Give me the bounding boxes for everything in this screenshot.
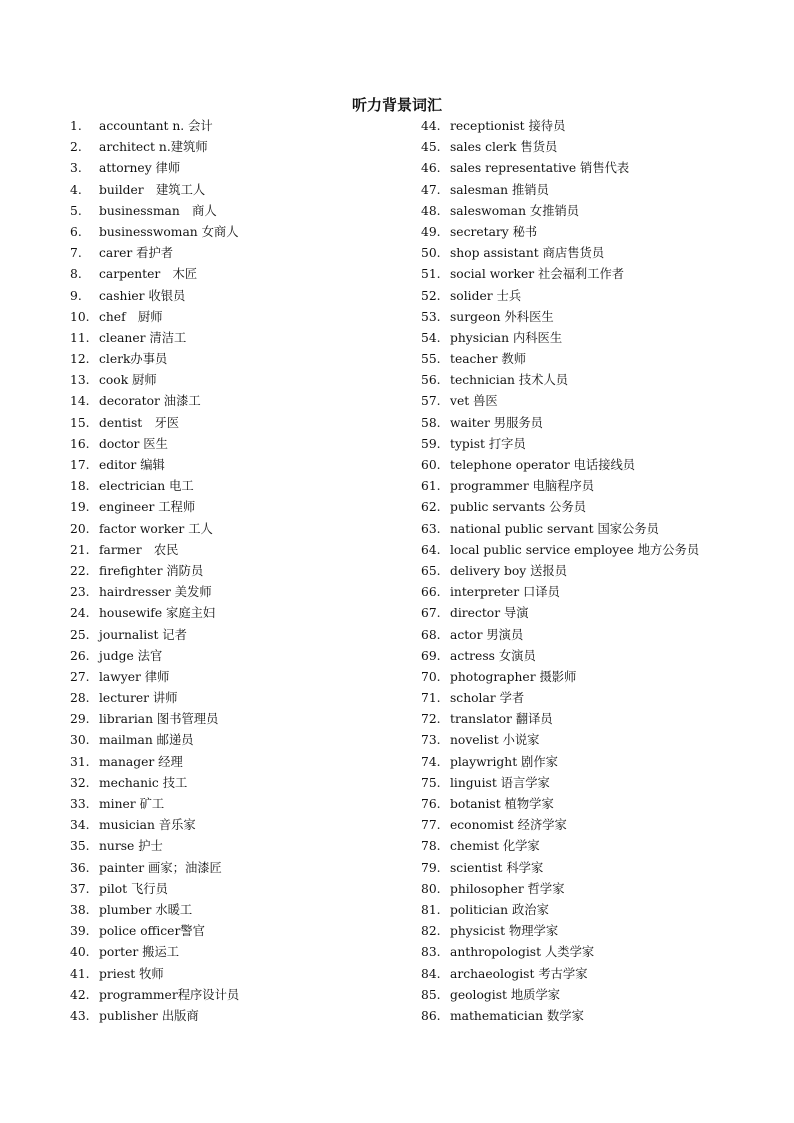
item-term: anthropologist 人类学家: [450, 945, 595, 960]
vocabulary-item: [421, 667, 781, 688]
vocabulary-item: [70, 222, 410, 243]
vocabulary-item: [421, 264, 781, 285]
vocabulary-item: [70, 370, 410, 391]
vocabulary-item: [421, 370, 781, 391]
vocabulary-item: [70, 858, 410, 879]
vocabulary-item: [70, 1006, 410, 1027]
item-number: 38.: [70, 902, 90, 917]
item-number: 21.: [70, 542, 90, 557]
item-term: doctor 医生: [99, 436, 168, 451]
vocabulary-item: [70, 476, 410, 497]
item-number: 46.: [421, 161, 441, 176]
vocabulary-item: [421, 688, 781, 709]
item-term: cleaner 清洁工: [99, 330, 187, 345]
item-term: technician 技术人员: [450, 373, 569, 388]
item-number: 43.: [70, 1008, 90, 1023]
item-term: hairdresser 美发师: [99, 585, 212, 600]
item-term: cashier 收银员: [99, 288, 186, 303]
item-term: manager 经理: [99, 754, 183, 769]
vocabulary-item: [421, 476, 781, 497]
item-term: shop assistant 商店售货员: [450, 246, 605, 261]
item-term: attorney 律师: [99, 161, 181, 176]
item-number: 31.: [70, 754, 90, 769]
item-number: 19.: [70, 500, 90, 515]
vocabulary-item: [421, 286, 781, 307]
item-number: 26.: [70, 648, 90, 663]
vocabulary-item: [70, 540, 410, 561]
item-number: 2.: [70, 140, 82, 155]
vocabulary-item: [70, 603, 410, 624]
item-term: chemist 化学家: [450, 839, 540, 854]
item-number: 49.: [421, 224, 441, 239]
item-number: 28.: [70, 691, 90, 706]
vocabulary-item: [421, 116, 781, 137]
item-number: 36.: [70, 860, 90, 875]
item-term: businessman 商人: [99, 203, 217, 218]
item-term: telephone operator 电话接线员: [450, 458, 636, 472]
item-term: mechanic 技工: [99, 775, 188, 790]
item-term: philosopher 哲学家: [450, 881, 565, 896]
vocabulary-item: [421, 222, 781, 243]
vocabulary-item: [70, 391, 410, 412]
vocabulary-item: [421, 137, 781, 158]
vocabulary-item: [421, 900, 781, 921]
vocabulary-item: [421, 413, 781, 434]
vocabulary-item: [421, 921, 781, 942]
item-number: 58.: [421, 415, 441, 430]
item-term: social worker 社会福利工作者: [450, 267, 625, 282]
vocabulary-item: [421, 582, 781, 603]
item-number: 61.: [421, 479, 441, 494]
item-number: 52.: [421, 288, 441, 303]
vocabulary-item: [70, 434, 410, 455]
item-term: firefighter 消防员: [99, 563, 204, 578]
item-term: secretary 秘书: [450, 224, 538, 239]
item-term: programmer程序设计员: [99, 987, 240, 1002]
item-number: 45.: [421, 140, 441, 155]
vocabulary-item: [70, 455, 410, 476]
item-term: linguist 语言学家: [450, 775, 550, 790]
vocabulary-item: [421, 561, 781, 582]
vocabulary-item: [70, 836, 410, 857]
vocabulary-item: [421, 180, 781, 201]
item-number: 11.: [70, 330, 90, 345]
item-term: decorator 油漆工: [99, 394, 201, 409]
vocabulary-item: [70, 519, 410, 540]
vocabulary-item: [421, 243, 781, 264]
item-term: chef 厨师: [99, 309, 163, 324]
item-number: 60.: [421, 458, 441, 472]
vocabulary-item: [421, 985, 781, 1006]
item-term: publisher 出版商: [99, 1008, 199, 1023]
vocabulary-item: [421, 455, 781, 476]
item-number: 81.: [421, 902, 441, 917]
item-number: 40.: [70, 945, 90, 960]
vocabulary-item: [70, 497, 410, 518]
item-number: 50.: [421, 246, 441, 261]
item-number: 9.: [70, 288, 82, 303]
item-term: national public servant 国家公务员: [450, 521, 659, 536]
item-term: electrician 电工: [99, 479, 194, 494]
item-term: porter 搬运工: [99, 945, 180, 960]
vocabulary-item: [70, 730, 410, 751]
item-term: farmer 农民: [99, 542, 179, 557]
item-term: geologist 地质学家: [450, 987, 561, 1002]
item-number: 39.: [70, 924, 90, 939]
item-term: editor 编辑: [99, 458, 165, 472]
item-number: 85.: [421, 987, 441, 1002]
vocabulary-item: [70, 964, 410, 985]
item-number: 77.: [421, 818, 441, 833]
item-number: 68.: [421, 627, 441, 642]
vocabulary-item: [70, 688, 410, 709]
item-number: 34.: [70, 818, 90, 833]
item-term: builder 建筑工人: [99, 182, 206, 197]
item-term: journalist 记者: [99, 627, 187, 642]
item-number: 55.: [421, 352, 441, 367]
item-term: police officer警官: [99, 924, 205, 939]
item-number: 42.: [70, 987, 90, 1002]
vocabulary-item: [70, 815, 410, 836]
item-number: 57.: [421, 394, 441, 409]
item-number: 53.: [421, 309, 441, 324]
item-number: 75.: [421, 775, 441, 790]
vocabulary-item: [70, 625, 410, 646]
item-number: 7.: [70, 246, 82, 261]
item-number: 83.: [421, 945, 441, 960]
item-number: 4.: [70, 182, 82, 197]
item-term: public servants 公务员: [450, 500, 587, 515]
item-term: delivery boy 送报员: [450, 563, 567, 578]
item-number: 82.: [421, 924, 441, 939]
vocabulary-item: [70, 413, 410, 434]
item-term: lawyer 律师: [99, 669, 170, 684]
item-number: 8.: [70, 267, 82, 282]
vocabulary-item: [70, 709, 410, 730]
item-number: 10.: [70, 309, 90, 324]
vocabulary-item: [70, 137, 410, 158]
vocabulary-item: [421, 836, 781, 857]
vocabulary-item: [70, 582, 410, 603]
item-term: physician 内科医生: [450, 330, 563, 345]
vocabulary-item: [421, 391, 781, 412]
item-number: 65.: [421, 563, 441, 578]
vocabulary-item: [70, 243, 410, 264]
vocabulary-item: [70, 921, 410, 942]
vocabulary-item: [421, 625, 781, 646]
vocabulary-item: [421, 964, 781, 985]
item-number: 71.: [421, 691, 441, 706]
item-term: clerk办事员: [99, 352, 168, 367]
item-number: 73.: [421, 733, 441, 748]
item-term: carer 看护者: [99, 246, 174, 261]
item-term: dentist 牙医: [99, 415, 180, 430]
vocabulary-item: [421, 519, 781, 540]
item-number: 67.: [421, 606, 441, 621]
vocabulary-item: [70, 307, 410, 328]
vocabulary-item: [421, 794, 781, 815]
vocabulary-item: [70, 667, 410, 688]
vocabulary-item: [70, 879, 410, 900]
item-term: physicist 物理学家: [450, 924, 559, 939]
item-term: interpreter 口译员: [450, 585, 560, 600]
item-term: salesman 推销员: [450, 182, 549, 197]
item-term: photographer 摄影师: [450, 669, 577, 684]
vocabulary-item: [421, 434, 781, 455]
item-term: businesswoman 女商人: [99, 224, 239, 239]
item-number: 41.: [70, 966, 90, 981]
item-number: 6.: [70, 224, 82, 239]
item-number: 18.: [70, 479, 90, 494]
item-number: 25.: [70, 627, 90, 642]
item-term: politician 政治家: [450, 902, 549, 917]
item-number: 51.: [421, 267, 441, 282]
item-number: 16.: [70, 436, 90, 451]
item-term: programmer 电脑程序员: [450, 479, 595, 494]
vocabulary-item: [70, 286, 410, 307]
item-number: 32.: [70, 775, 90, 790]
vocabulary-item: [421, 815, 781, 836]
vocabulary-list-left: [70, 116, 410, 1027]
item-term: mathematician 数学家: [450, 1008, 584, 1023]
item-term: miner 矿工: [99, 797, 165, 811]
item-number: 22.: [70, 563, 90, 578]
item-number: 29.: [70, 712, 90, 727]
vocabulary-item: [421, 201, 781, 222]
vocabulary-item: [421, 942, 781, 963]
vocabulary-item: [421, 328, 781, 349]
item-number: 3.: [70, 161, 82, 176]
vocabulary-item: [70, 264, 410, 285]
item-number: 27.: [70, 669, 90, 684]
vocabulary-item: [70, 349, 410, 370]
item-term: nurse 护士: [99, 839, 163, 854]
item-number: 48.: [421, 203, 441, 218]
vocabulary-item: [70, 646, 410, 667]
vocabulary-item: [70, 985, 410, 1006]
item-term: director 导演: [450, 606, 529, 621]
item-term: plumber 水暖工: [99, 902, 193, 917]
vocabulary-item: [70, 752, 410, 773]
item-term: sales clerk 售货员: [450, 140, 558, 155]
item-term: solider 士兵: [450, 288, 522, 303]
item-term: engineer 工程师: [99, 500, 196, 515]
item-number: 59.: [421, 436, 441, 451]
item-term: cook 厨师: [99, 373, 157, 388]
vocabulary-item: [70, 201, 410, 222]
item-term: architect n.建筑师: [99, 140, 208, 155]
item-number: 70.: [421, 669, 441, 684]
item-term: archaeologist 考古学家: [450, 966, 588, 981]
item-number: 5.: [70, 203, 82, 218]
item-term: accountant n. 会计: [99, 119, 213, 133]
vocabulary-item: [421, 879, 781, 900]
vocabulary-item: [421, 1006, 781, 1027]
item-number: 20.: [70, 521, 90, 536]
item-number: 35.: [70, 839, 90, 854]
item-term: musician 音乐家: [99, 818, 196, 833]
vocabulary-item: [421, 709, 781, 730]
item-term: sales representative 销售代表: [450, 161, 630, 176]
item-term: scholar 学者: [450, 691, 525, 706]
item-term: vet 兽医: [450, 394, 498, 409]
item-term: scientist 科学家: [450, 860, 544, 875]
item-term: botanist 植物学家: [450, 797, 554, 811]
item-number: 69.: [421, 648, 441, 663]
item-number: 79.: [421, 860, 441, 875]
item-term: saleswoman 女推销员: [450, 203, 580, 218]
item-number: 86.: [421, 1008, 441, 1023]
item-term: receptionist 接待员: [450, 119, 566, 133]
vocabulary-item: [70, 773, 410, 794]
item-term: translator 翻译员: [450, 712, 553, 727]
item-number: 63.: [421, 521, 441, 536]
item-number: 47.: [421, 182, 441, 197]
item-number: 23.: [70, 585, 90, 600]
item-number: 15.: [70, 415, 90, 430]
item-number: 84.: [421, 966, 441, 981]
item-term: carpenter 木匠: [99, 267, 198, 282]
item-term: economist 经济学家: [450, 818, 567, 833]
item-number: 44.: [421, 119, 441, 133]
item-number: 1.: [70, 119, 82, 133]
vocabulary-item: [421, 307, 781, 328]
item-term: judge 法官: [99, 648, 163, 663]
item-number: 74.: [421, 754, 441, 769]
item-term: factor worker 工人: [99, 521, 213, 536]
item-term: novelist 小说家: [450, 733, 540, 748]
vocabulary-item: [70, 180, 410, 201]
item-number: 64.: [421, 542, 441, 557]
vocabulary-item: [421, 540, 781, 561]
item-number: 80.: [421, 881, 441, 896]
item-term: housewife 家庭主妇: [99, 606, 216, 621]
item-number: 13.: [70, 373, 90, 388]
vocabulary-item: [421, 773, 781, 794]
vocabulary-item: [421, 752, 781, 773]
item-term: actor 男演员: [450, 627, 524, 642]
item-term: librarian 图书管理员: [99, 712, 219, 727]
item-number: 72.: [421, 712, 441, 727]
page-title: 听力背景词汇: [351, 96, 442, 114]
item-term: surgeon 外科医生: [450, 309, 554, 324]
vocabulary-item: [70, 942, 410, 963]
item-number: 24.: [70, 606, 90, 621]
vocabulary-item: [421, 497, 781, 518]
vocabulary-item: [421, 158, 781, 179]
item-term: playwright 剧作家: [450, 754, 558, 769]
item-number: 62.: [421, 500, 441, 515]
item-term: pilot 飞行员: [99, 881, 168, 896]
vocabulary-item: [70, 561, 410, 582]
item-term: painter 画家；油漆匠: [99, 860, 222, 875]
item-number: 33.: [70, 797, 90, 811]
item-number: 76.: [421, 797, 441, 811]
item-number: 54.: [421, 330, 441, 345]
item-term: mailman 邮递员: [99, 733, 194, 748]
vocabulary-item: [70, 900, 410, 921]
vocabulary-item: [421, 730, 781, 751]
vocabulary-item: [70, 328, 410, 349]
vocabulary-item: [421, 858, 781, 879]
item-number: 37.: [70, 881, 90, 896]
item-term: waiter 男服务员: [450, 415, 543, 430]
item-term: typist 打字员: [450, 436, 526, 451]
vocabulary-item: [70, 158, 410, 179]
item-term: priest 牧师: [99, 966, 164, 981]
item-number: 30.: [70, 733, 90, 748]
item-number: 56.: [421, 373, 441, 388]
vocabulary-item: [70, 116, 410, 137]
item-term: teacher 教师: [450, 352, 527, 367]
item-term: lecturer 讲师: [99, 691, 178, 706]
item-term: local public service employee 地方公务员: [450, 542, 700, 557]
vocabulary-item: [421, 603, 781, 624]
item-term: actress 女演员: [450, 648, 536, 663]
item-number: 17.: [70, 458, 90, 472]
item-number: 66.: [421, 585, 441, 600]
vocabulary-list-right: [421, 116, 781, 1027]
item-number: 14.: [70, 394, 90, 409]
item-number: 12.: [70, 352, 90, 367]
item-number: 78.: [421, 839, 441, 854]
vocabulary-item: [70, 794, 410, 815]
vocabulary-item: [421, 349, 781, 370]
vocabulary-item: [421, 646, 781, 667]
